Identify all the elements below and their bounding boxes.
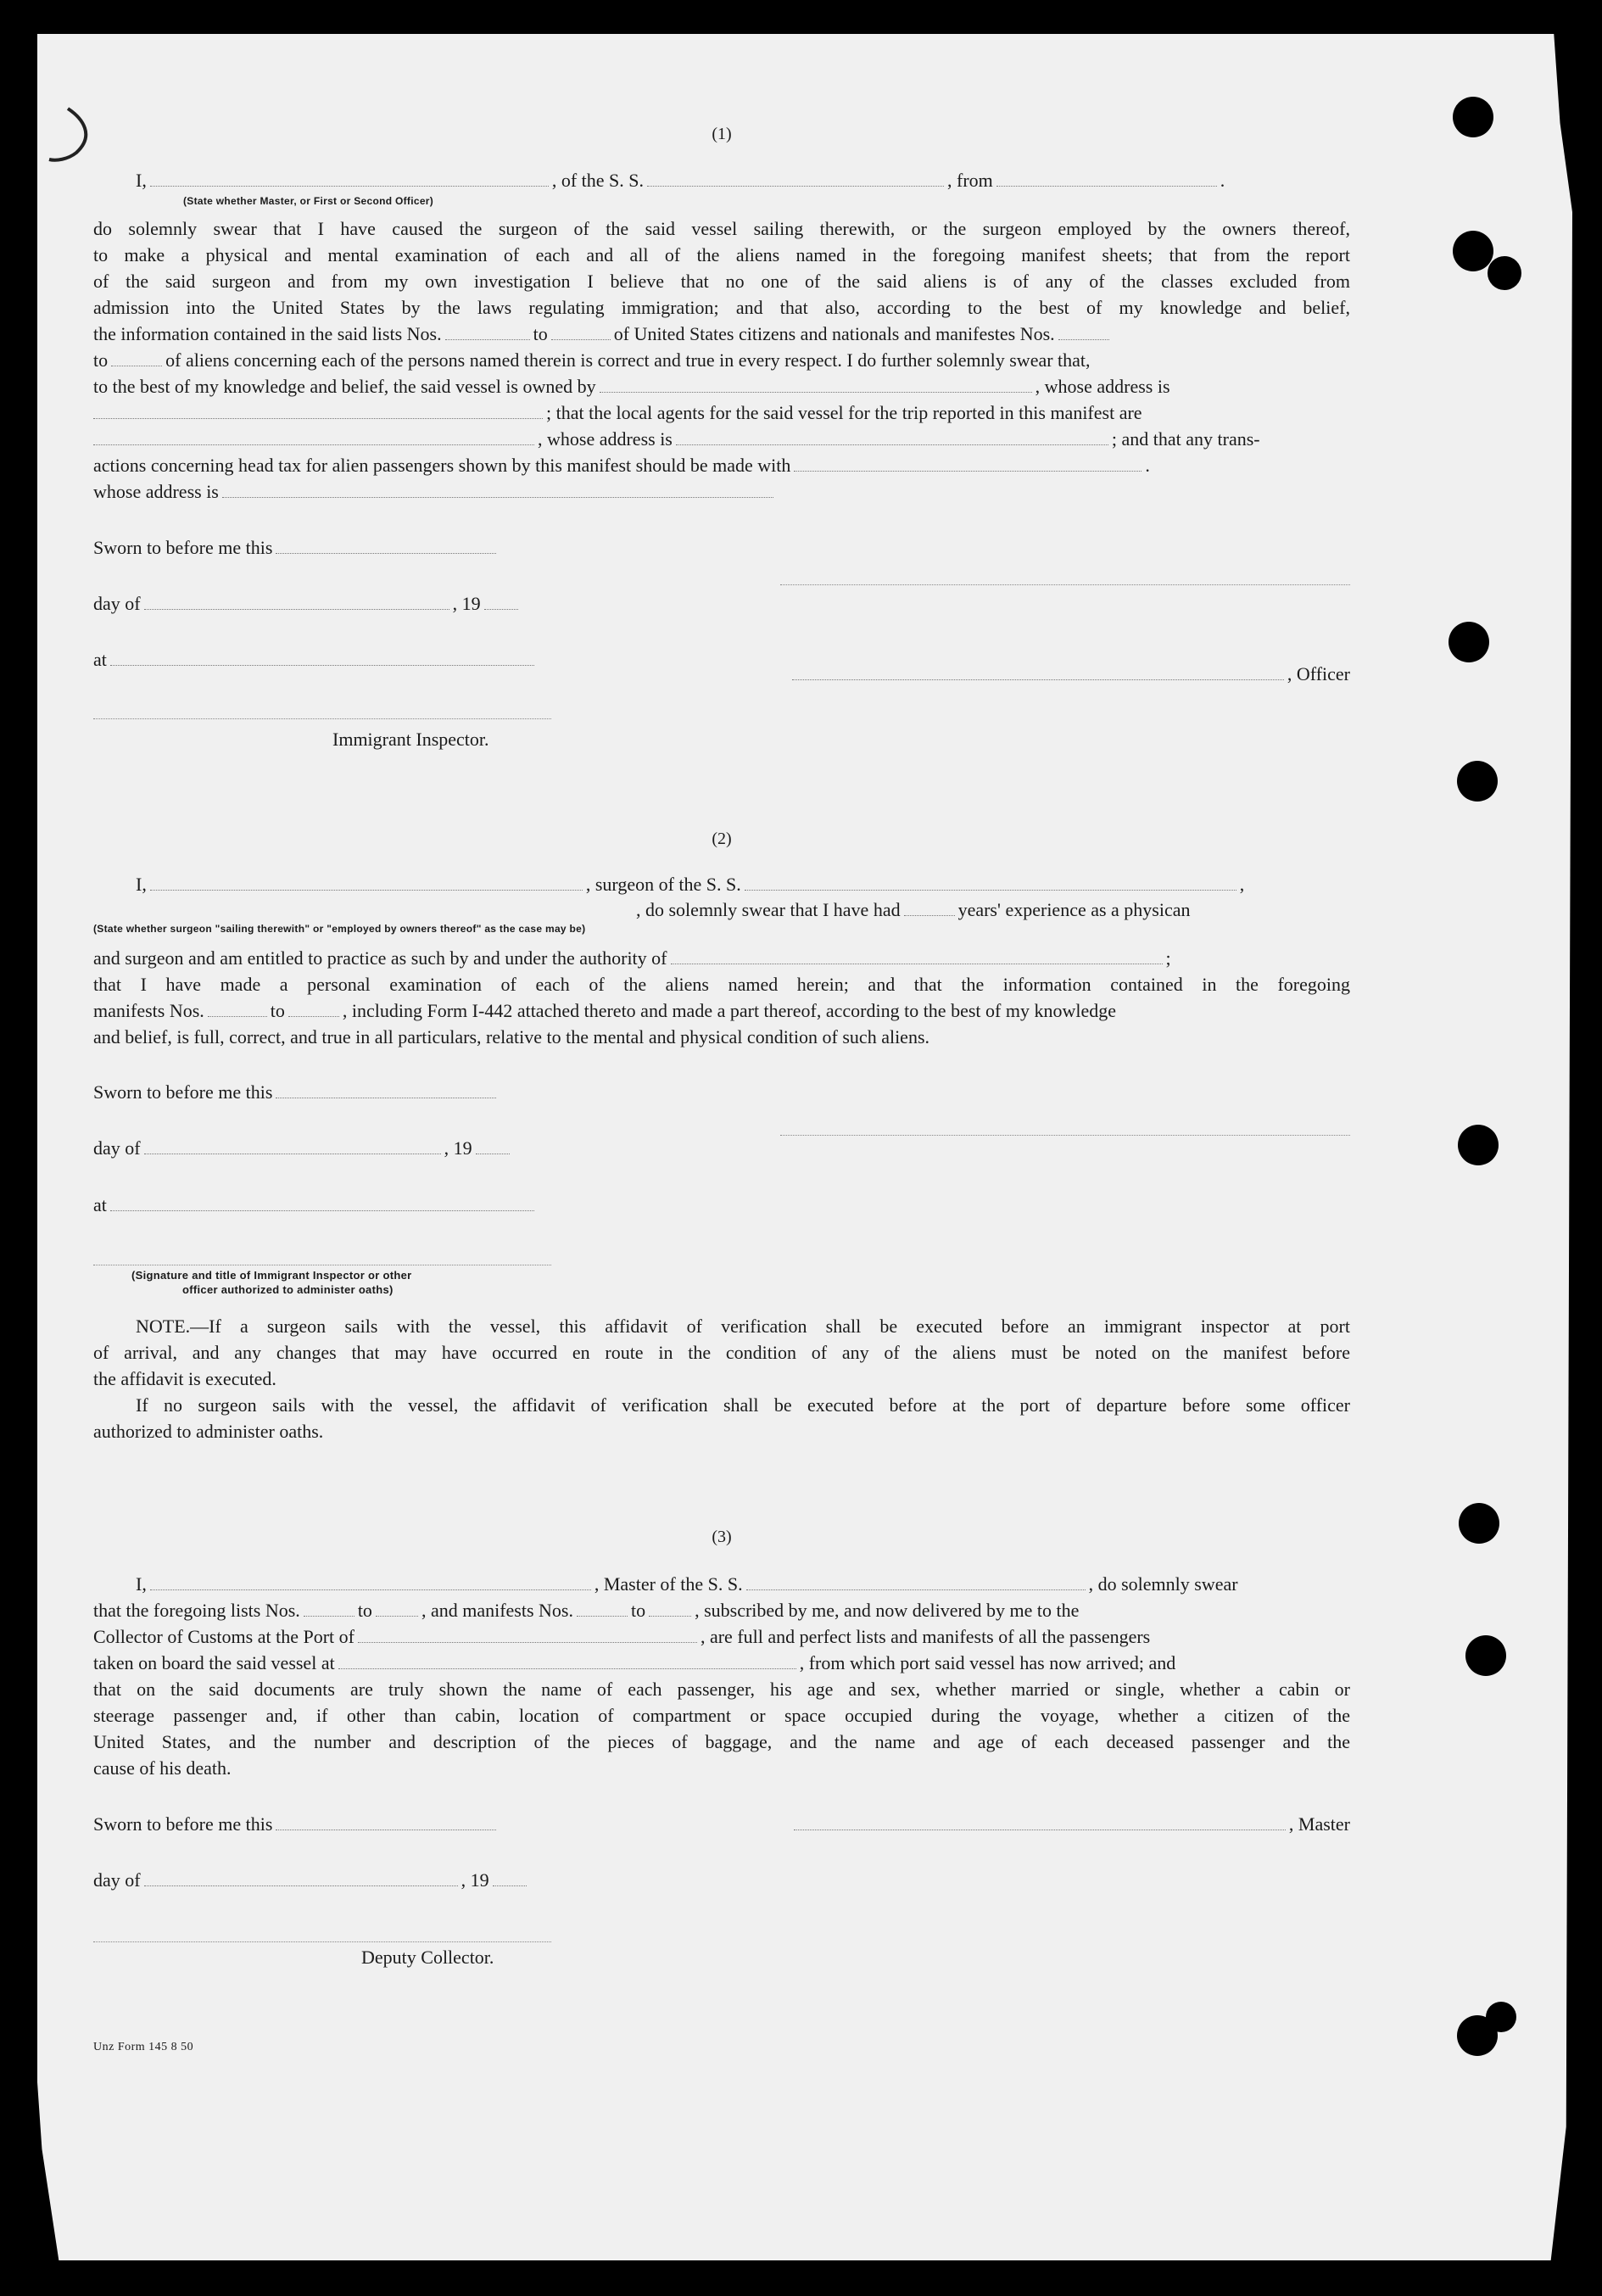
punch-hole bbox=[1458, 1125, 1499, 1165]
blank-field bbox=[110, 664, 534, 666]
signature-line bbox=[794, 1829, 1286, 1830]
s1-officer-line bbox=[780, 661, 1350, 687]
s2-paragraph-line bbox=[93, 945, 1350, 971]
blank-field bbox=[304, 1615, 354, 1617]
text: Sworn to before me this bbox=[93, 1081, 273, 1103]
s2-note-line: the affidavit is executed. bbox=[93, 1368, 276, 1389]
punch-hole bbox=[1453, 231, 1493, 271]
text: ; and that any trans- bbox=[1111, 428, 1260, 450]
text: , of the S. S. bbox=[551, 170, 645, 191]
punch-hole bbox=[1457, 761, 1498, 802]
text: actions concerning head tax for alien passengers shown by this manifest should be made with bbox=[93, 455, 791, 476]
text: that the foregoing lists Nos. bbox=[93, 1600, 300, 1621]
signature-line bbox=[780, 584, 1350, 585]
text: to bbox=[533, 323, 548, 344]
signature-line bbox=[93, 718, 551, 719]
punch-hole bbox=[1465, 1635, 1506, 1676]
text: to bbox=[93, 349, 109, 371]
punch-hole bbox=[1448, 622, 1489, 662]
s2-note-line: NOTE.—If a surgeon sails with the vessel, this affidavit of verification shall be executed before an immigrant inspector at port bbox=[136, 1316, 1350, 1337]
text: to bbox=[630, 1600, 646, 1621]
s3-line-1 bbox=[136, 1571, 1350, 1597]
text: at bbox=[93, 649, 107, 670]
s3-paragraph-line: that on the said documents are truly shown the name of each passenger, his age and sex, whether married or single, whether a cabin or bbox=[93, 1679, 1350, 1700]
text: manifests Nos. bbox=[93, 1000, 204, 1021]
text: , do solemnly swear that I have had bbox=[636, 899, 901, 920]
s2-field-note: (State whether surgeon "sailing therewith" or "employed by owners thereof" as the case may be) bbox=[93, 923, 586, 935]
s3-paragraph-line: steerage passenger and, if other than cabin, location of compartment or space occupied during the voyage, whether a citizen of the bbox=[93, 1705, 1350, 1726]
s1-field-note: (State whether Master, or First or Second Officer) bbox=[183, 195, 434, 207]
blank-field bbox=[150, 1589, 591, 1590]
blank-field bbox=[110, 1209, 534, 1211]
text: , subscribed by me, and now delivered by me to the bbox=[695, 1600, 1080, 1621]
blank-field bbox=[647, 185, 944, 187]
section-number: (2) bbox=[712, 830, 732, 848]
blank-field bbox=[111, 365, 162, 366]
blank-field bbox=[276, 1097, 496, 1098]
blank-field bbox=[577, 1615, 628, 1617]
text: I, bbox=[136, 170, 147, 191]
blank-field bbox=[671, 963, 1163, 964]
s2-note-line: authorized to administer oaths. bbox=[93, 1421, 324, 1442]
blank-field bbox=[150, 185, 549, 187]
s3-paragraph-line bbox=[93, 1623, 1350, 1650]
blank-field bbox=[338, 1668, 796, 1669]
punch-hole bbox=[1459, 1503, 1499, 1544]
blank-field bbox=[144, 1885, 458, 1886]
text: , are full and perfect lists and manifests of all the passengers bbox=[700, 1626, 1151, 1647]
s1-paragraph-line: of the said surgeon and from my own investigation I believe that no one of the said aliens is of any of the classes excluded from bbox=[93, 271, 1350, 292]
s3-paragraph-line bbox=[93, 1597, 1350, 1623]
s2-signature-note: (Signature and title of Immigrant Inspector or other bbox=[131, 1269, 412, 1282]
s3-paragraph-line: cause of his death. bbox=[93, 1757, 232, 1779]
text: at bbox=[93, 1194, 107, 1215]
signature-line bbox=[93, 1264, 551, 1265]
s2-day-line bbox=[93, 1135, 1350, 1161]
text: day of bbox=[93, 1137, 141, 1159]
blank-field bbox=[745, 889, 1236, 891]
blank-field bbox=[150, 889, 583, 891]
s2-signature-note: officer authorized to administer oaths) bbox=[182, 1283, 394, 1296]
blank-field bbox=[208, 1015, 267, 1017]
s1-paragraph-line: do solemnly swear that I have caused the surgeon of the said vessel sailing therewith, or the surgeon employed by the owners thereof, bbox=[93, 218, 1350, 239]
text: , from which port said vessel has now arrived; and bbox=[799, 1652, 1176, 1673]
blank-field bbox=[996, 185, 1217, 187]
blank-field bbox=[649, 1615, 691, 1617]
text: , Master of the S. S. bbox=[594, 1573, 743, 1595]
blank-field bbox=[746, 1589, 1086, 1590]
blank-field bbox=[493, 1885, 527, 1886]
text: to bbox=[270, 1000, 285, 1021]
blank-field bbox=[144, 608, 449, 610]
text: , 19 bbox=[461, 1869, 489, 1891]
s3-paragraph-line: United States, and the number and description of the pieces of baggage, and the name and age of each deceased passenger and the bbox=[93, 1731, 1350, 1752]
s2-sworn-line bbox=[93, 1079, 1350, 1105]
text: of aliens concerning each of the persons named therein is correct and true in every respect. I do further solemnly swear that, bbox=[165, 349, 1091, 371]
text: , and manifests Nos. bbox=[421, 1600, 573, 1621]
section-number: (3) bbox=[712, 1528, 732, 1546]
text: , 19 bbox=[444, 1137, 472, 1159]
blank-field bbox=[93, 417, 543, 419]
blank-field bbox=[144, 1153, 441, 1154]
text: Sworn to before me this bbox=[93, 1813, 273, 1835]
blank-field bbox=[93, 444, 534, 445]
text: Collector of Customs at the Port of bbox=[93, 1626, 354, 1647]
text: , Officer bbox=[1287, 663, 1350, 684]
text: I, bbox=[136, 874, 147, 895]
text: taken on board the said vessel at bbox=[93, 1652, 335, 1673]
blank-field bbox=[276, 1829, 496, 1830]
blank-field bbox=[484, 608, 518, 610]
text: the information contained in the said lists Nos. bbox=[93, 323, 442, 344]
text: , whose address is bbox=[538, 428, 673, 450]
text: , including Form I-442 attached thereto and made a part thereof, according to the best of my knowledge bbox=[342, 1000, 1116, 1021]
signature-line bbox=[792, 679, 1284, 680]
text: of United States citizens and nationals and manifestes Nos. bbox=[613, 323, 1055, 344]
s1-paragraph-line bbox=[93, 373, 1350, 399]
s2-line-1 bbox=[136, 871, 1350, 897]
s3-master-line bbox=[780, 1811, 1350, 1837]
s2-note-line: of arrival, and any changes that may have occurred en route in the condition of any of the aliens must be noted on the manifest before bbox=[93, 1342, 1350, 1363]
s3-paragraph-line bbox=[93, 1650, 1350, 1676]
blank-field bbox=[600, 391, 1032, 393]
s1-paragraph-line bbox=[93, 399, 1350, 426]
s2-paragraph-line bbox=[93, 997, 1350, 1024]
s1-paragraph-line: admission into the United States by the laws regulating immigration; and that also, according to the best of my knowledge and belief, bbox=[93, 297, 1350, 318]
s2-note-line: If no surgeon sails with the vessel, the affidavit of verification shall be executed before at the port of departure before some officer bbox=[136, 1394, 1350, 1416]
text: , 19 bbox=[452, 593, 481, 614]
text: ; that the local agents for the said vessel for the trip reported in this manifest are bbox=[546, 402, 1142, 423]
punch-hole bbox=[1453, 97, 1493, 137]
punch-hole bbox=[1486, 2002, 1516, 2032]
s2-paragraph-line: that I have made a personal examination of each of the aliens named herein; and that the information contained in the foregoing bbox=[93, 974, 1350, 995]
text: I, bbox=[136, 1573, 147, 1595]
blank-field bbox=[445, 338, 530, 340]
s1-paragraph-line bbox=[93, 426, 1350, 452]
s3-day-line bbox=[93, 1867, 1350, 1893]
signature-line bbox=[93, 1941, 551, 1942]
s1-paragraph-line bbox=[93, 478, 1350, 505]
s1-paragraph-line: to make a physical and mental examination of each and all of the aliens named in the foregoing manifest sheets; that from the report bbox=[93, 244, 1350, 265]
text: , whose address is bbox=[1035, 376, 1170, 397]
blank-field bbox=[376, 1615, 418, 1617]
text: Sworn to before me this bbox=[93, 537, 273, 558]
text: to the best of my knowledge and belief, the said vessel is owned by bbox=[93, 376, 596, 397]
blank-field bbox=[288, 1015, 339, 1017]
blank-field bbox=[222, 496, 773, 498]
blank-field bbox=[551, 338, 611, 340]
text: , Master bbox=[1288, 1813, 1350, 1835]
blank-field bbox=[794, 470, 1141, 472]
blank-field bbox=[358, 1641, 697, 1643]
s1-day-line bbox=[93, 590, 1350, 617]
text: , do solemnly swear bbox=[1088, 1573, 1238, 1595]
s2-at-line bbox=[93, 1192, 1350, 1218]
s2-paragraph-line: and belief, is full, correct, and true in all particulars, relative to the mental and physical condition of such aliens. bbox=[93, 1026, 930, 1047]
text: whose address is bbox=[93, 481, 219, 502]
form-number: Unz Form 145 8 50 bbox=[93, 2041, 194, 2053]
blank-field bbox=[1058, 338, 1109, 340]
s1-inspector-label: Immigrant Inspector. bbox=[332, 729, 489, 750]
text: . bbox=[1145, 455, 1150, 476]
text: to bbox=[357, 1600, 372, 1621]
blank-field bbox=[476, 1153, 510, 1154]
punch-hole bbox=[1488, 256, 1521, 290]
blank-field bbox=[276, 552, 496, 554]
section-number: (1) bbox=[712, 125, 732, 143]
blank-field bbox=[676, 444, 1108, 445]
text: years' experience as a physican bbox=[957, 899, 1191, 920]
text: and surgeon and am entitled to practice as such by and under the authority of bbox=[93, 947, 667, 969]
text: ; bbox=[1165, 947, 1171, 969]
text: day of bbox=[93, 1869, 141, 1891]
s1-paragraph-line bbox=[93, 347, 1350, 373]
s1-paragraph-line bbox=[93, 321, 1350, 347]
text: , from bbox=[947, 170, 993, 191]
text: . bbox=[1220, 170, 1225, 191]
text: day of bbox=[93, 593, 141, 614]
text: , surgeon of the S. S. bbox=[585, 874, 741, 895]
s1-paragraph-line bbox=[93, 452, 1350, 478]
s1-sworn-line bbox=[93, 534, 1350, 561]
text: , bbox=[1239, 874, 1245, 895]
s3-deputy-label: Deputy Collector. bbox=[361, 1947, 494, 1968]
